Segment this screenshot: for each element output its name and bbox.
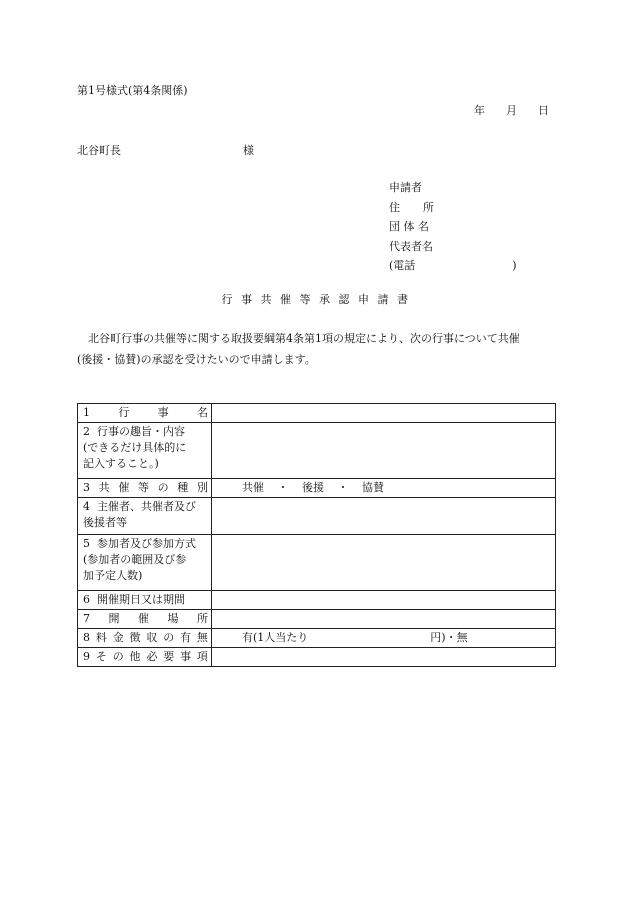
form-number: 第1号様式(第4条関係) bbox=[77, 84, 188, 97]
period-field[interactable] bbox=[212, 591, 556, 610]
date-day: 日 bbox=[538, 104, 549, 117]
body-line-2: (後援・協賛)の承認を受けたいので申請します。 bbox=[77, 353, 316, 366]
other-field[interactable] bbox=[212, 648, 556, 667]
table-row bbox=[78, 591, 556, 610]
row-label-period: 6 開催期日又は期間 bbox=[78, 591, 212, 610]
row-label-event-name: 1 行 事 名 bbox=[78, 404, 212, 423]
option-sponsorship[interactable]: 協賛 bbox=[362, 481, 384, 494]
row-label-organizers: 4 主催者、共催者及び 後援者等 bbox=[78, 498, 212, 535]
type-options: 共催 ・ 後援 ・ 協賛 bbox=[212, 479, 556, 498]
group-label: 団 体 名 bbox=[389, 220, 429, 233]
date-year: 年 bbox=[474, 104, 485, 117]
body-text bbox=[77, 328, 555, 370]
addressee-name: 北谷町長 bbox=[77, 144, 121, 157]
applicant-block bbox=[389, 178, 517, 276]
applicant-title: 申請者 bbox=[389, 181, 422, 194]
table-row bbox=[78, 479, 556, 498]
row-label-other: 9 そ の 他 必 要 事 項 bbox=[78, 648, 212, 667]
table-row bbox=[78, 498, 556, 535]
application-items-table bbox=[77, 403, 556, 667]
row-label-venue: 7 開 催 場 所 bbox=[78, 610, 212, 629]
date-month: 月 bbox=[506, 104, 517, 117]
option-support[interactable]: 後援 bbox=[302, 481, 324, 494]
fee-field[interactable]: 有(1人当たり 円)・無 bbox=[212, 629, 556, 648]
row-label-purpose: 2 行事の趣旨・内容 (できるだけ具体的に 記入すること。) bbox=[78, 423, 212, 479]
row-label-participants: 5 参加者及び参加方式 (参加者の範囲及び参 加予定人数) bbox=[78, 535, 212, 591]
table-row bbox=[78, 648, 556, 667]
body-line-1: 北谷町行事の共催等に関する取扱要綱第4条第1項の規定により、次の行事について共催 bbox=[88, 332, 520, 345]
table-row bbox=[78, 610, 556, 629]
table-row bbox=[78, 404, 556, 423]
table-row bbox=[78, 629, 556, 648]
organizers-field[interactable] bbox=[212, 498, 556, 535]
event-name-field[interactable] bbox=[212, 404, 556, 423]
venue-field[interactable] bbox=[212, 610, 556, 629]
row-label-type: 3 共 催 等 の 種 別 bbox=[78, 479, 212, 498]
phone-label: (電話 ) bbox=[389, 259, 517, 272]
option-cosponsor[interactable]: 共催 bbox=[242, 481, 264, 494]
representative-label: 代表者名 bbox=[389, 239, 433, 253]
address-label: 住 所 bbox=[389, 200, 434, 214]
document-title: 行事共催等承認申請書 bbox=[221, 293, 417, 306]
date-line bbox=[474, 102, 549, 118]
row-label-fee: 8 料 金 徴 収 の 有 無 bbox=[78, 629, 212, 648]
table-row bbox=[78, 423, 556, 479]
purpose-field[interactable] bbox=[212, 423, 556, 479]
addressee-suffix: 様 bbox=[243, 144, 254, 157]
participants-field[interactable] bbox=[212, 535, 556, 591]
table-row bbox=[78, 535, 556, 591]
